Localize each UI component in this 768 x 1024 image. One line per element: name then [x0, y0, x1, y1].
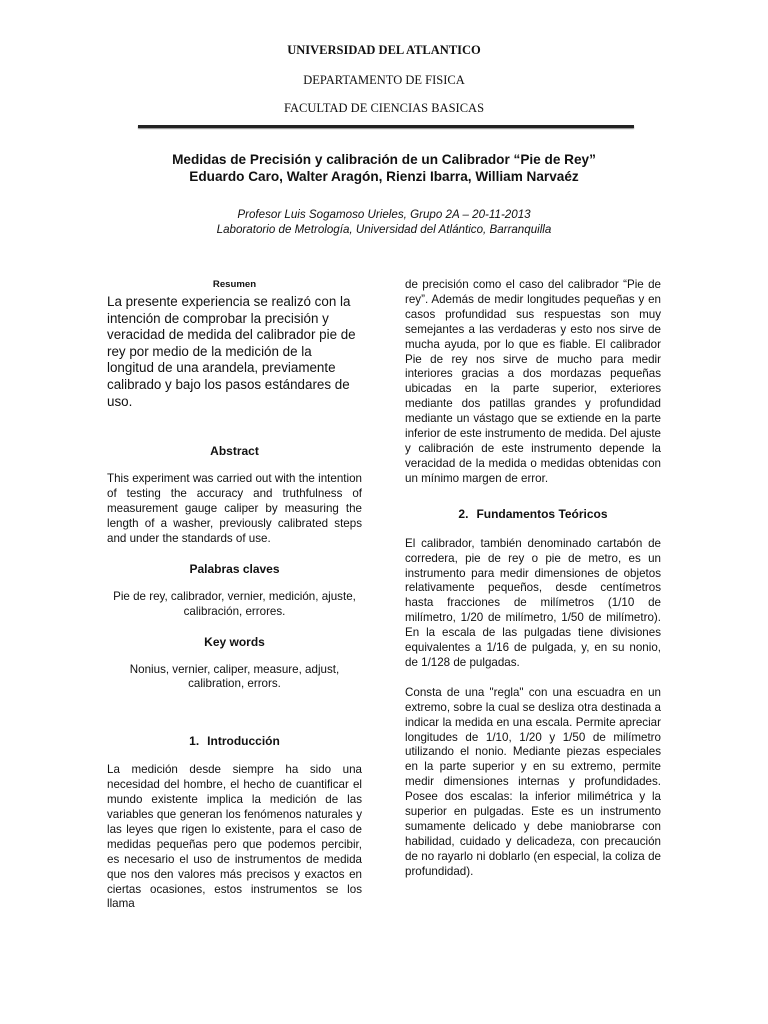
fundamentos-p1: El calibrador, también denominado cartabón de corredera, pie de rey o pie de metro, es un instrumento para medir dimensiones de objetos relativamente pequeños, desde centímetros hasta fracciones de milímetros (1/10 de milímetro, 1/20 de milímetro, 1/50 de milímetro). En la escala de las pulgadas tiene divisiones equivalentes a 1/16 de pulgada, y, en su nonio, de 1/128 de pulgadas. [405, 536, 661, 669]
abstract-heading: Abstract [210, 444, 259, 459]
intro-continuation: de precisión como el caso del calibrador “Pie de rey”. Además de medir longitudes pequeñas y en casos profundidad sus respuestas son muy semejantes a las verdaderas y esto nos sirve de mucha ayuda, por lo que es fiable. El calibrador Pie de rey nos sirve de mucho para medir interiores gracias a dos mordazas pequeñas ubicadas en la parte superior, exteriores mediante dos patillas grandes y profundidad mediante un vástago que se extiende en la parte inferior de este instrumento de medida. Del ajuste y calibración de este instrumento depende la veracidad de la medida o medidas obtenidas con un mínimo margen de error. [405, 278, 661, 485]
faculty-name: FACULTAD DE CIENCIAS BASICAS [283, 101, 485, 115]
keywords-heading: Key words [204, 634, 265, 649]
fundamentos-heading [405, 507, 661, 521]
fundamentos-p2: Consta de una "regla" con una escuadra en un extremo, sobre la cual se desliza otra destinada a indicar la medida en una escala. Permite apreciar longitudes de 1/10, 1/20 y 1/50 de milímetro utilizando el nonio. Mediante piezas especiales en la parte superior y en su extremo, permite medir dimensiones internas y profundidades. Posee dos escalas: la inferior milimétrica y la superior en pulgadas. Este es un instrumento sumamente delicado y debe maniobrarse con habilidad, cuidado y delicadeza, con precaución de no rayarlo ni doblarlo (en especial, la coliza de profundidad). [405, 685, 661, 878]
abstract-text: This experiment was carried out with the intention of testing the accuracy and truthfulness of measurement gauge caliper by measuring the length of a washer, previously calibrated steps and under the standards of use. [107, 472, 362, 545]
palabras-text: Pie de rey, calibrador, vernier, medición, ajuste, calibración, errores. [113, 589, 356, 618]
lab-line: Laboratorio de Metrología, Universidad del Atlántico, Barranquilla [216, 223, 552, 236]
university-name: UNIVERSIDAD DEL ATLANTICO [287, 43, 481, 57]
paper-meta [0, 207, 768, 237]
fundamentos-number: 2. [458, 506, 469, 521]
palabras-heading: Palabras claves [189, 561, 280, 576]
header-divider [138, 125, 634, 128]
professor-line: Profesor Luis Sogamoso Urieles, Grupo 2A – 20-11-2013 [237, 208, 531, 221]
intro-heading [107, 734, 362, 748]
keywords-text: Nonius, vernier, caliper, measure, adjust, calibration, errors. [129, 662, 340, 691]
intro-text: La medición desde siempre ha sido una necesidad del hombre, el hecho de cuantificar el mundo existente implica la medición de las variables que generan los fenómenos naturales y las leyes que rigen lo existente, para el caso de medidas pequeñas pero que podemos percibir, es necesario el uso de instrumentos de medida que nos den valores más precisos y exactos en ciertas ocasiones, estos instrumentos se los llama [107, 763, 362, 911]
resumen-text: La presente experiencia se realizó con la intención de comprobar la precisión y veracidad de medida del calibrador pie de rey por medio de la medición de la longitud de una arandela, previamente calibrado y bajo los pasos estándares de uso. [107, 294, 356, 409]
right-column [405, 270, 661, 880]
intro-number: 1. [189, 734, 200, 749]
paper-title: Medidas de Precisión y calibración de un Calibrador “Pie de Rey” [172, 152, 596, 167]
department-name: DEPARTAMENTO DE FISICA [303, 73, 465, 87]
resumen-heading: Resumen [212, 279, 257, 290]
intro-title: Introducción [207, 734, 280, 749]
left-column [107, 270, 362, 912]
paper-title-block [0, 151, 768, 185]
paper-authors: Eduardo Caro, Walter Aragón, Rienzi Ibarra, William Narvaéz [189, 169, 579, 184]
fundamentos-title: Fundamentos Teóricos [476, 506, 608, 521]
